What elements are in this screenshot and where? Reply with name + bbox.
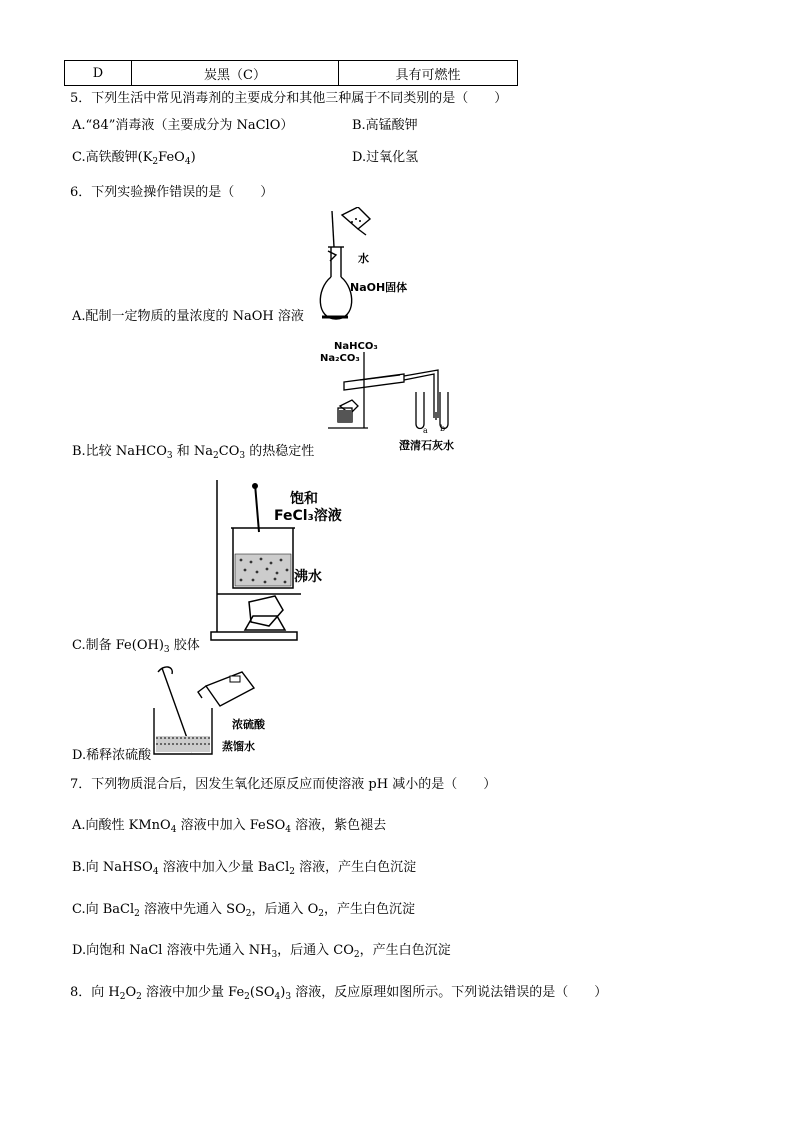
label-distilled-water: 蒸馏水 [222, 740, 255, 753]
q6-option-a: A.配制一定物质的量浓度的 NaOH 溶液 [72, 309, 304, 324]
q7-option-d: D.向饱和 NaCl 溶液中先通入 $NH_3$，后通入 $CO_2$，产生白色沉淀 [72, 943, 451, 960]
label-naoh-solid: NaOH固体 [350, 281, 408, 294]
q5-option-c: C.高铁酸钾$(K_2FeO_4)$ [72, 150, 196, 167]
table-cell-substance: 炭黑（C） [132, 61, 339, 86]
dilution-figure [150, 662, 280, 760]
answer-table [64, 60, 518, 86]
q6-option-b: B.比较 NaHCO$_3$ 和 $Na_2CO_3$ 的热稳定性 [72, 444, 315, 461]
table-row [65, 61, 518, 86]
q7-option-c: C.向 BaCl$_2$ 溶液中先通入 $SO_2$，后通入 $O_2$，产生白色沉淀 [72, 902, 416, 919]
volumetric-flask-figure [318, 207, 418, 325]
q7-stem: 7．下列物质混合后，因发生氧化还原反应而使溶液 pH 减小的是（ ） [70, 777, 497, 792]
q5-option-b: B.高锰酸钾 [352, 118, 418, 133]
q5-stem: 5．下列生活中常见消毒剂的主要成分和其他三种属于不同类别的是（ ） [70, 91, 508, 106]
table-cell-property: 具有可燃性 [339, 61, 518, 86]
q6-stem: 6．下列实验操作错误的是（ ） [70, 185, 274, 200]
q6-option-c: C.制备 $Fe(OH)_3$ 胶体 [72, 638, 200, 655]
label-nahco3: NaHCO₃ [334, 341, 378, 352]
q7-option-b: B.向 NaHSO$_4$ 溶液中加入少量 BaCl$_2$ 溶液，产生白色沉淀 [72, 860, 417, 877]
q5-option-d: D.过氧化氢 [352, 150, 419, 165]
table-cell-option: D [65, 61, 132, 86]
label-fecl3-solution: FeCl₃溶液 [274, 508, 342, 524]
label-na2co3: Na₂CO₃ [320, 353, 360, 364]
label-tube-b: b [440, 424, 446, 433]
q5-option-a: A.“84”消毒液（主要成分为 NaClO） [72, 118, 294, 133]
q6-option-d: D.稀释浓硫酸 [72, 748, 152, 763]
label-tube-a: a [423, 426, 428, 435]
label-saturated: 饱和 [290, 491, 318, 507]
colloid-preparation-figure [205, 476, 345, 646]
q8-stem: 8．向 $H_2O_2$ 溶液中加少量 $Fe_2(SO_4)_3$ 溶液，反应原理如图所示。下列说法错误的是（ ） [70, 985, 608, 1002]
label-boiling-water: 沸水 [294, 569, 322, 585]
q7-option-a: A.向酸性 KMnO$_4$ 溶液中加入 FeSO$_4$ 溶液，紫色褪去 [72, 818, 387, 835]
label-concentrated-acid: 浓硫酸 [232, 718, 265, 731]
label-water: 水 [358, 252, 369, 265]
label-limewater: 澄清石灰水 [399, 439, 454, 452]
